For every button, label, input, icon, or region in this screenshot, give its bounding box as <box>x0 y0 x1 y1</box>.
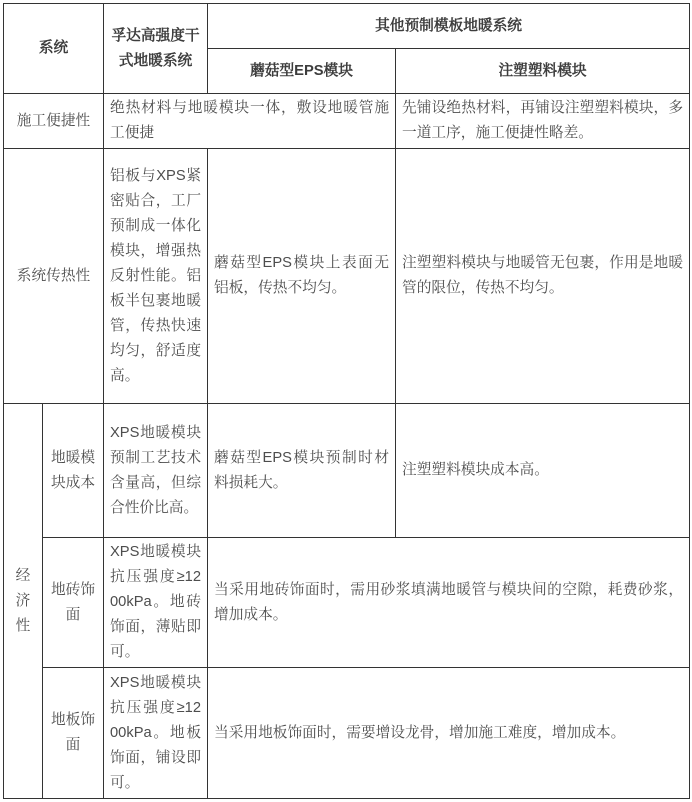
label-tile-finish: 地砖饰面 <box>43 538 104 668</box>
label-construction-convenience: 施工便捷性 <box>4 94 104 149</box>
header-system: 系统 <box>4 4 104 94</box>
cell-floor-finish-other: 当采用地板饰面时，需要增设龙骨，增加施工难度，增加成本。 <box>208 668 690 799</box>
row-module-cost <box>4 404 690 538</box>
cell-module-cost-injection: 注塑塑料模块成本高。 <box>396 404 690 538</box>
cell-heat-transfer-eps: 蘑菇型EPS模块上表面无铝板，传热不均匀。 <box>208 149 396 404</box>
header-eps-module: 蘑菇型EPS模块 <box>208 49 396 94</box>
cell-module-cost-eps: 蘑菇型EPS模块预制时材料损耗大。 <box>208 404 396 538</box>
label-heat-transfer: 系统传热性 <box>4 149 104 404</box>
label-economy: 经济性 <box>4 404 43 799</box>
cell-heat-transfer-fuda: 铝板与XPS紧密贴合，工厂预制成一体化模块，增强热反射性能。铝板半包裹地暖管，传热快速均匀，舒适度高。 <box>104 149 208 404</box>
cell-heat-transfer-injection: 注塑塑料模块与地暖管无包裹，作用是地暖管的限位，传热不均匀。 <box>396 149 690 404</box>
label-floor-finish: 地板饰面 <box>43 668 104 799</box>
cell-tile-finish-other: 当采用地砖饰面时，需用砂浆填满地暖管与模块间的空隙，耗费砂浆，增加成本。 <box>208 538 690 668</box>
header-other-prefab-group: 其他预制模板地暖系统 <box>208 4 690 49</box>
header-fuda-system: 孚达高强度干式地暖系统 <box>104 4 208 94</box>
header-row-1 <box>4 4 690 49</box>
cell-module-cost-fuda: XPS地暖模块预制工艺技术含量高，但综合性价比高。 <box>104 404 208 538</box>
cell-floor-finish-fuda: XPS地暖模块抗压强度≥1200kPa。地板饰面，铺设即可。 <box>104 668 208 799</box>
header-injection-module: 注塑塑料模块 <box>396 49 690 94</box>
comparison-table <box>3 3 690 799</box>
row-floor-finish <box>4 668 690 799</box>
row-tile-finish <box>4 538 690 668</box>
cell-tile-finish-fuda: XPS地暖模块抗压强度≥1200kPa。地砖饰面，薄贴即可。 <box>104 538 208 668</box>
cell-construction-injection: 先铺设绝热材料，再铺设注塑塑料模块，多一道工序，施工便捷性略差。 <box>396 94 690 149</box>
label-module-cost: 地暖模块成本 <box>43 404 104 538</box>
row-heat-transfer <box>4 149 690 404</box>
row-construction-convenience <box>4 94 690 149</box>
cell-construction-fuda-eps: 绝热材料与地暖模块一体，敷设地暖管施工便捷 <box>104 94 396 149</box>
